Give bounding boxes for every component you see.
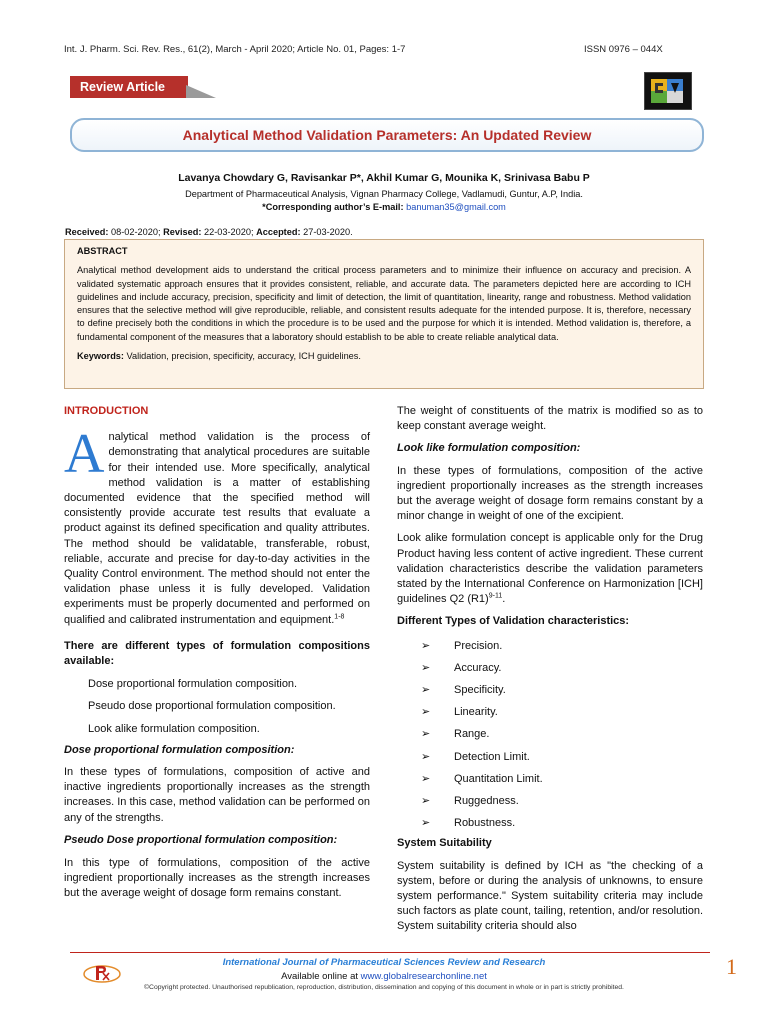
right-column: [397, 404, 703, 935]
left-column: [64, 404, 370, 902]
arrow-bullet-icon: ➢: [421, 661, 431, 674]
badge-tail-decoration: [186, 85, 216, 98]
accepted-label: Accepted:: [256, 227, 301, 237]
arrow-bullet-icon: ➢: [421, 750, 431, 763]
arrow-bullet-icon: ➢: [421, 639, 431, 652]
validation-characteristics-list: [397, 635, 703, 835]
received-date: 08-02-2020;: [110, 227, 161, 237]
list-item: [397, 746, 703, 768]
available-label: Available online at: [281, 971, 359, 982]
introduction-text: nalytical method validation is the process of demonstrating that analytical procedures are suitable for their intended use. More specifically, analytical method validation is a matter of establishing documented evidence that the specified method will consistently provide accurate test results that evaluate a product against its defined specification and quality attributes. The method should be validatable, transferable, robust, reliable, accurate and precise for day-to-day activities in the Quality Control environment. The method should not enter the validation phase unless it is fully developed. Validation experiments must be properly documented and performed on qualified and calibrated instrumentation and equipment.: [64, 431, 370, 626]
keywords: [77, 350, 691, 363]
characteristic-label: Robustness.: [454, 817, 516, 830]
issn: ISSN 0976 – 044X: [584, 44, 663, 55]
list-item: [397, 723, 703, 745]
accepted-date: 27-03-2020.: [303, 227, 353, 237]
characteristic-label: Specificity.: [454, 684, 506, 697]
pseudo-dose-heading: Pseudo Dose proportional formulation composition:: [64, 833, 338, 846]
page-number: 1: [726, 954, 737, 979]
list-item: [397, 679, 703, 701]
article-dates: [65, 227, 353, 237]
abstract-heading: ABSTRACT: [77, 246, 128, 256]
system-suitability-text: System suitability is defined by ICH as "the checking of a system, before or during the analysis of unknowns, to ensure system performance." System suitability criteria may include such factors as plate count, tailing, retention, and/or resolution. System suitability criteria should also: [397, 859, 703, 933]
formulation-type-item: Dose proportional formulation composition.: [88, 678, 298, 691]
look-like-text: In these types of formulations, composition of the active ingredient proportionally increases as the strength increases but the average weight of dosage form remains constant by a minor change in weight of one of the excipient.: [397, 464, 703, 523]
formulation-type-item: Look alike formulation composition.: [88, 722, 260, 735]
pseudo-dose-text: In this type of formulations, composition of the active ingredient proportionally increases as the strength increases but the average weight of dosage form remains constant.: [64, 857, 370, 900]
characteristic-label: Range.: [454, 728, 490, 741]
keywords-text: Validation, precision, specificity, accuracy, ICH guidelines.: [126, 351, 361, 362]
received-label: Received:: [65, 227, 109, 237]
formulation-type-item: Pseudo dose proportional formulation composition.: [88, 700, 336, 713]
list-item: [397, 701, 703, 723]
look-alike-end: .: [502, 593, 506, 606]
characteristic-label: Ruggedness.: [454, 794, 519, 807]
characteristic-label: Accuracy.: [454, 661, 502, 674]
footer-divider: [70, 952, 710, 953]
review-article-badge: Review Article: [70, 76, 188, 98]
characteristic-label: Detection Limit.: [454, 750, 530, 763]
author-list: Lavanya Chowdary G, Ravisankar P*, Akhil Kumar G, Mounika K, Srinivasa Babu P: [178, 172, 590, 184]
revised-label: Revised:: [163, 227, 202, 237]
article-title: Analytical Method Validation Parameters: An Updated Review: [182, 127, 592, 143]
footer-copyright: ©Copyright protected. Unauthorised republication, reproduction, distribution, dissemination and copying of this document in whole or in part is strictly prohibited.: [144, 984, 624, 991]
list-item: [397, 790, 703, 812]
list-item: [397, 812, 703, 834]
revised-date: 22-03-2020;: [203, 227, 254, 237]
arrow-bullet-icon: ➢: [421, 684, 431, 697]
abstract-text: Analytical method development aids to understand the critical process parameters and to minimize their influence on accuracy and precision. A validated systematic approach ensures that it provides consistent, reliable, and accurate data. The parameters depicted here are according to ICH guidelines and include accuracy, precision, specificity and limit of detection, the limit of quantitation, linearity, range and robustness. Method validation ensures that the selective method will give reproducible, reliable, and consistent results adequate for the intended purpose. It is, therefore, necessary to define precisely both the conditions in which the procedure is to be used and the purpose for which it is intended. Method validation is, therefore, a fundamental component of the measures that a laboratory should establish to be able to create reliable analytical data.: [77, 265, 691, 342]
characteristic-label: Linearity.: [454, 706, 498, 719]
arrow-bullet-icon: ➢: [421, 794, 431, 807]
arrow-bullet-icon: ➢: [421, 772, 431, 785]
matrix-text: The weight of constituents of the matrix is modified so as to keep constant average weight.: [397, 405, 703, 433]
corresponding-author: [0, 202, 768, 212]
characteristic-label: Precision.: [454, 639, 503, 652]
footer-journal-name: International Journal of Pharmaceutical Sciences Review and Research: [222, 957, 546, 968]
list-item: [397, 657, 703, 679]
validation-types-heading: Different Types of Validation characteristics:: [397, 615, 630, 628]
footer-availability: [0, 971, 768, 982]
look-alike-paragraph: [397, 531, 703, 607]
arrow-bullet-icon: ➢: [421, 728, 431, 741]
journal-website-link[interactable]: www.globalresearchonline.net: [360, 971, 487, 982]
introduction-paragraph: [64, 423, 370, 628]
list-item: [397, 635, 703, 657]
drop-cap: A: [64, 423, 105, 486]
system-suitability-heading: System Suitability: [397, 837, 492, 850]
introduction-heading: INTRODUCTION: [64, 405, 149, 417]
affiliation: Department of Pharmaceutical Analysis, Vignan Pharmacy College, Vadlamudi, Guntur, A.P, India.: [185, 189, 583, 199]
article-title-box: [70, 118, 704, 152]
journal-logo-icon: [644, 72, 692, 110]
introduction-reference: 1-8: [334, 612, 345, 620]
dose-proportional-text: In these types of formulations, composition of active and inactive ingredients proportionally increases as the strength increases. In this case, method validation can be performed on any of the strengths.: [64, 766, 370, 824]
arrow-bullet-icon: ➢: [421, 817, 431, 830]
look-like-heading: Look like formulation composition:: [397, 442, 581, 455]
dose-proportional-heading: Dose proportional formulation composition:: [64, 743, 295, 756]
characteristic-label: Quantitation Limit.: [454, 772, 543, 785]
look-alike-reference: 9-11: [488, 592, 503, 600]
list-item: [397, 768, 703, 790]
formulation-types-heading: There are different types of formulation compositions available:: [64, 639, 370, 668]
journal-citation: Int. J. Pharm. Sci. Rev. Res., 61(2), March - April 2020; Article No. 01, Pages: 1-7: [64, 44, 406, 55]
abstract-box: [64, 239, 704, 389]
corresponding-label: *Corresponding author’s E-mail:: [262, 202, 404, 212]
arrow-bullet-icon: ➢: [421, 706, 431, 719]
corresponding-email-link[interactable]: banuman35@gmail.com: [406, 202, 506, 212]
keywords-label: Keywords:: [77, 351, 124, 362]
look-alike-text: Look alike formulation concept is applicable only for the Drug Product having less content of active ingredient. These current validation characteristics describe the validation parameters stated by the International Conference on Harmonization [ICH] guidelines Q2 (R1): [397, 532, 703, 606]
